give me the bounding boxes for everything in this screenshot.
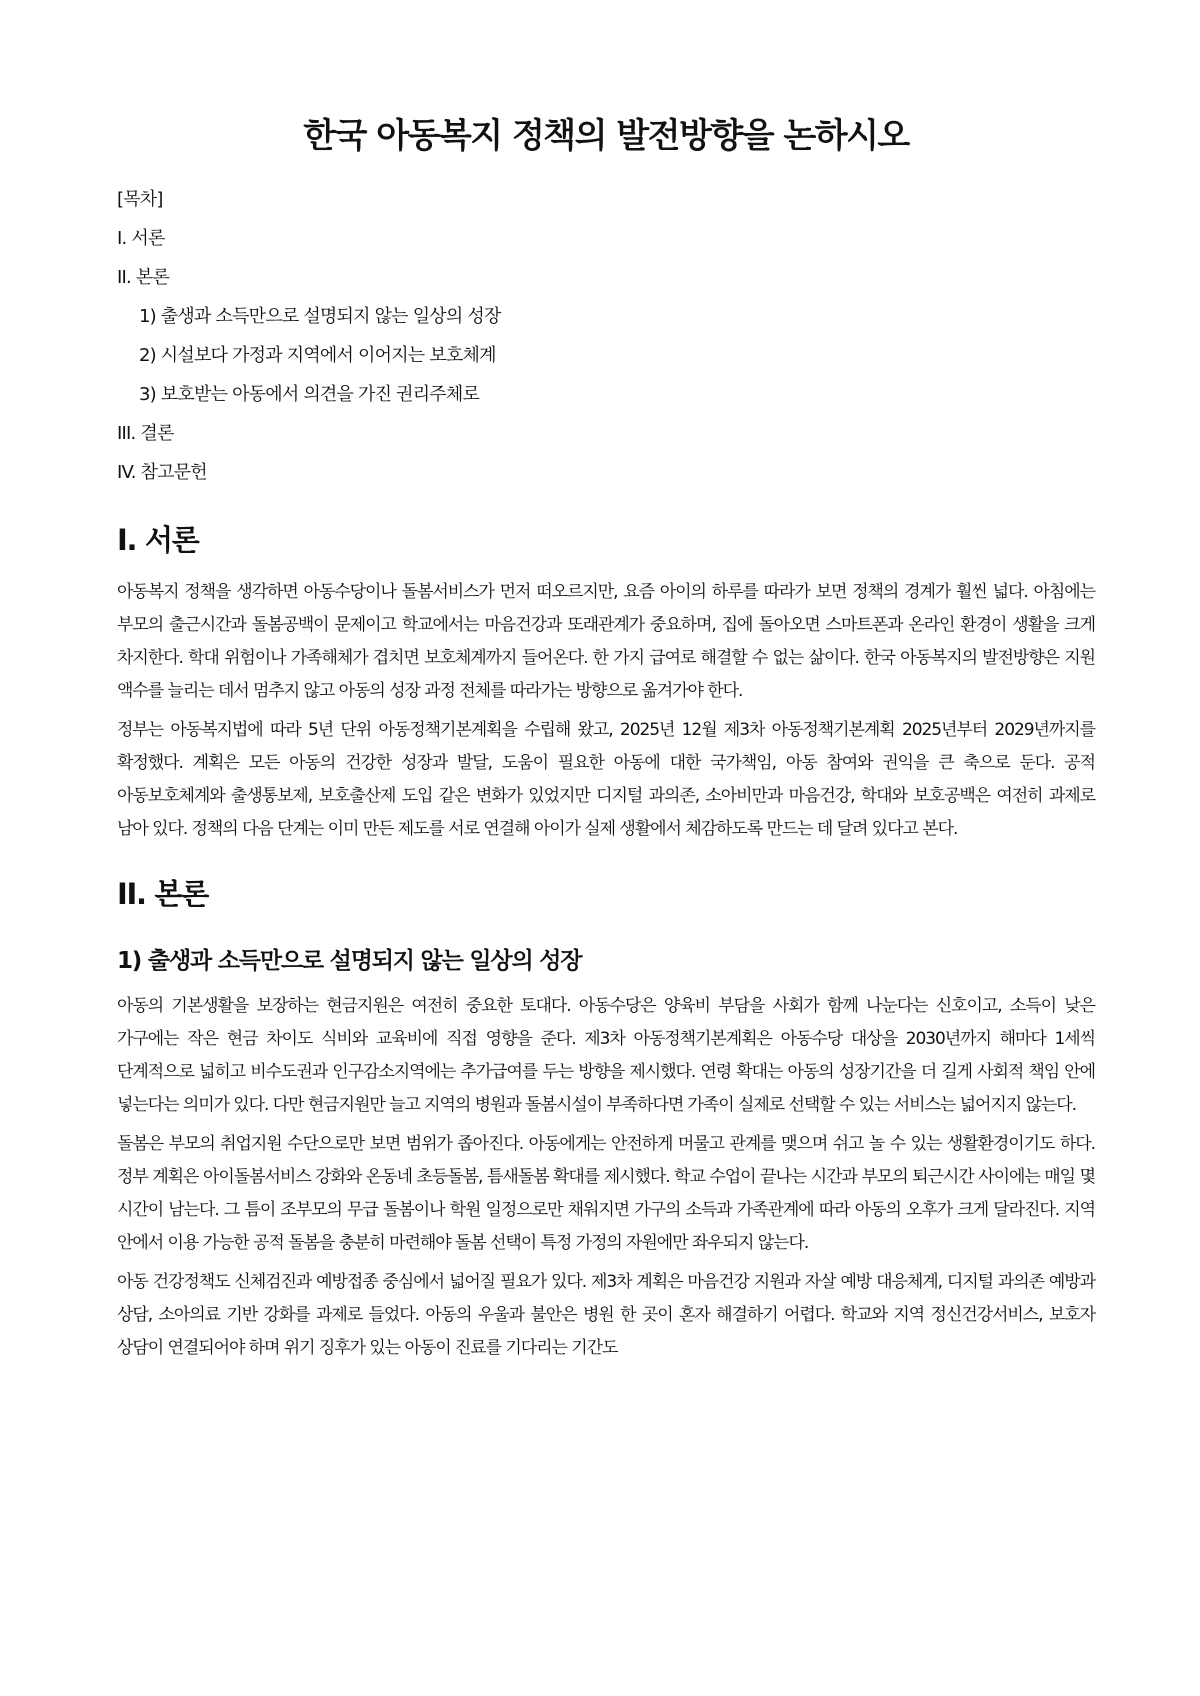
- toc-item: IV. 참고문헌: [117, 462, 207, 483]
- toc-item: II. 본론: [117, 267, 170, 288]
- toc-item: I. 서론: [117, 228, 165, 249]
- toc-item: 3) 보호받는 아동에서 의견을 가진 권리주체로: [139, 384, 480, 405]
- toc-item: 2) 시설보다 가정과 지역에서 이어지는 보호체계: [139, 345, 496, 366]
- paragraph: 아동 건강정책도 신체검진과 예방접종 중심에서 넓어질 필요가 있다. 제3차 계획은 마음건강 지원과 자살 예방 대응체계, 디지털 과의존 예방과 상담, 소아의료 기반 강화를 과제로 들었다. 아동의 우울과 불안은 병원 한 곳이 혼자 해결하기 어렵다. 학교와 지역 정신건강서비스, 보호자 상담이 연결되어야 하며 위기 징후가 있는 아동이 진료를 기다리는 기간도: [117, 1272, 1095, 1358]
- table-of-contents: [117, 180, 1095, 492]
- paragraph: 정부는 아동복지법에 따라 5년 단위 아동정책기본계획을 수립해 왔고, 2025년 12월 제3차 아동정책기본계획 2025년부터 2029년까지를 확정했다. 계획은 모든 아동의 건강한 성장과 발달, 도움이 필요한 아동에 대한 국가책임, 아동 참여와 권익을 큰 축으로 둔다. 공적 아동보호체계와 출생통보제, 보호출산제 도입 같은 변화가 있었지만 디지털 과의존, 소아비만과 마음건강, 학대와 보호공백은 여전히 과제로 남아 있다. 정책의 다음 단계는 이미 만든 제도를 서로 연결해 아이가 실제 생활에서 체감하도록 만드는 데 달려 있다고 본다.: [117, 720, 1095, 839]
- section-heading: II. 본론: [117, 877, 208, 911]
- section-heading: I. 서론: [117, 523, 199, 557]
- paragraph: 아동의 기본생활을 보장하는 현금지원은 여전히 중요한 토대다. 아동수당은 양육비 부담을 사회가 함께 나눈다는 신호이고, 소득이 낮은 가구에는 작은 현금 차이도 식비와 교육비에 직접 영향을 준다. 제3차 아동정책기본계획은 아동수당 대상을 2030년까지 해마다 1세씩 단계적으로 넓히고 비수도권과 인구감소지역에는 추가급여를 두는 방향을 제시했다. 연령 확대는 아동의 성장기간을 더 길게 사회적 책임 안에 넣는다는 의미가 있다. 다만 현금지원만 늘고 지역의 병원과 돌봄시설이 부족하다면 가족이 실제로 선택할 수 있는 서비스는 넓어지지 않는다.: [117, 996, 1095, 1115]
- toc-heading: [목차]: [117, 189, 163, 210]
- body-section: [117, 864, 1095, 1365]
- toc-item: 1) 출생과 소득만으로 설명되지 않는 일상의 성장: [139, 306, 501, 327]
- document-title: 한국 아동복지 정책의 발전방향을 논하시오: [303, 116, 909, 156]
- paragraph: 아동복지 정책을 생각하면 아동수당이나 돌봄서비스가 먼저 떠오르지만, 요즘 아이의 하루를 따라가 보면 정책의 경계가 훨씬 넓다. 아침에는 부모의 출근시간과 돌봄공백이 문제이고 학교에서는 마음건강과 또래관계가 중요하며, 집에 돌아오면 스마트폰과 온라인 환경이 생활을 크게 차지한다. 학대 위험이나 가족해체가 겹치면 보호체계까지 들어온다. 한 가지 급여로 해결할 수 없는 삶이다. 한국 아동복지의 발전방향은 지원 액수를 늘리는 데서 멈추지 않고 아동의 성장 과정 전체를 따라가는 방향으로 옮겨가야 한다.: [117, 582, 1095, 701]
- paragraph: 돌봄은 부모의 취업지원 수단으로만 보면 범위가 좁아진다. 아동에게는 안전하게 머물고 관계를 맺으며 쉬고 놀 수 있는 생활환경이기도 하다. 정부 계획은 아이돌봄서비스 강화와 온동네 초등돌봄, 틈새돌봄 확대를 제시했다. 학교 수업이 끝나는 시간과 부모의 퇴근시간 사이에는 매일 몇 시간이 남는다. 그 틈이 조부모의 무급 돌봄이나 학원 일정으로만 채워지면 가구의 소득과 가족관계에 따라 아동의 오후가 크게 달라진다. 지역 안에서 이용 가능한 공적 돌봄을 충분히 마련해야 돌봄 선택이 특정 가정의 자원에만 좌우되지 않는다.: [117, 1134, 1095, 1253]
- subsection-heading: 1) 출생과 소득만으로 설명되지 않는 일상의 성장: [117, 948, 582, 974]
- intro-section: [117, 510, 1095, 846]
- toc-item: III. 결론: [117, 423, 174, 444]
